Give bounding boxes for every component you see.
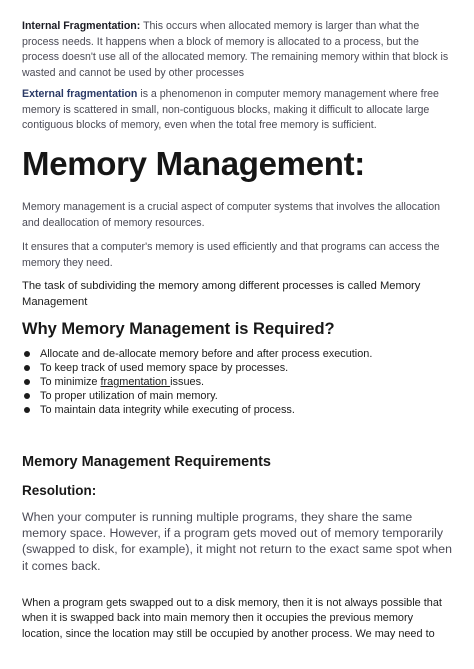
list-item-text: To proper utilization of main memory. <box>40 390 218 402</box>
list-item-text: To maintain data integrity while executing of process. <box>40 404 295 416</box>
bullet-icon <box>24 365 30 371</box>
why-heading: Why Memory Management is Required? <box>22 320 335 338</box>
page-title: Memory Management: <box>22 145 366 182</box>
list-item <box>22 347 454 361</box>
internal-fragmentation-term: Internal Fragmentation: <box>22 20 141 32</box>
swap-paragraph: When a program gets swapped out to a disk memory, then it is not always possible that when it is swapped back into main memory then it occupies the previous memory location, since the location may still be occupied by another process. We may need to <box>22 597 442 640</box>
external-fragmentation-term: External fragmentation <box>22 88 138 100</box>
resolution-paragraph: When your computer is running multiple programs, they share the same memory space. However, if a program gets moved out of memory temporarily (swapped to disk, for example), it might not return to the exact same spot when it comes back. <box>22 510 452 573</box>
list-item <box>22 375 454 389</box>
resolution-heading: Resolution: <box>22 483 97 498</box>
bullet-icon <box>24 407 30 413</box>
list-item <box>22 361 454 375</box>
list-item <box>22 389 454 403</box>
why-list <box>22 347 454 417</box>
list-item-text: Allocate and de-allocate memory before and after process execution. <box>40 348 373 360</box>
fragmentation-link[interactable]: fragmentation <box>100 376 171 388</box>
intro-paragraph-1: Memory management is a crucial aspect of computer systems that involves the allocation and deallocation of memory resources. <box>22 201 441 229</box>
requirements-heading: Memory Management Requirements <box>22 454 271 470</box>
bullet-icon <box>24 351 30 357</box>
intro-paragraph-3: The task of subdividing the memory among different processes is called Memory Management <box>22 280 421 308</box>
internal-fragmentation-text: This occurs when allocated memory is larger than what the process needs. It happens when a block of memory is allocated to a process, but the process doesn't use all of the allocated memory. The remaining memory within that block is wasted and cannot be used by other processes <box>22 20 449 79</box>
list-item-text-post: issues. <box>170 376 205 388</box>
internal-fragmentation-paragraph <box>22 19 454 81</box>
external-fragmentation-paragraph <box>22 87 454 134</box>
list-item-text: To keep track of used memory space by processes. <box>40 362 289 374</box>
list-item-text-pre: To minimize <box>40 376 101 388</box>
list-item <box>22 403 454 417</box>
intro-paragraph-2: It ensures that a computer's memory is used efficiently and that programs can access the memory they need. <box>22 241 440 269</box>
external-fragmentation-text: is a phenomenon in computer memory management where free memory is scattered in small, non-contiguous blocks, making it difficult to allocate large contiguous blocks of memory, even when the total free memory is sufficient. <box>22 88 439 131</box>
bullet-icon <box>24 379 30 385</box>
bullet-icon <box>24 393 30 399</box>
